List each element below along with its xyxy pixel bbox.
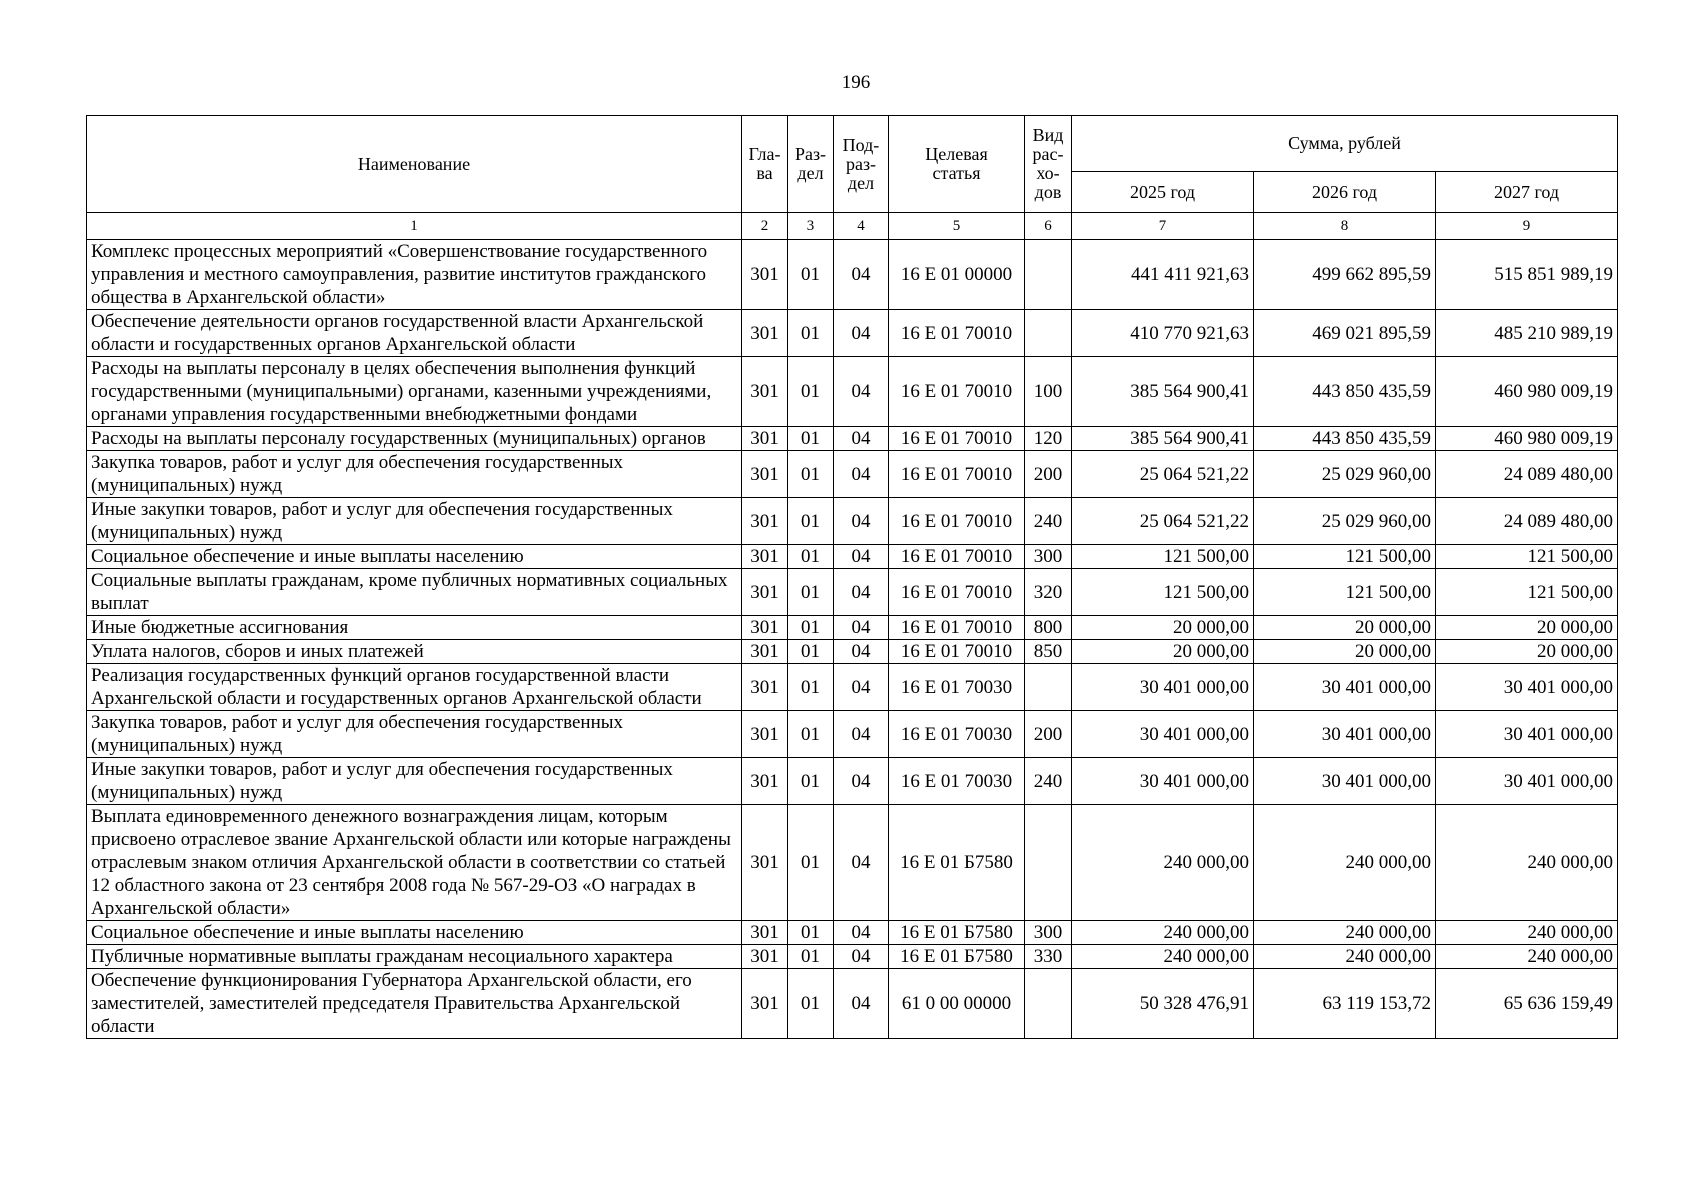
row-amount-2027-cell: 20 000,00 [1436, 616, 1618, 640]
row-podrazdel-cell: 04 [834, 616, 889, 640]
row-amount-2026-cell: 30 401 000,00 [1254, 758, 1436, 805]
row-amount-2025-cell: 410 770 921,63 [1072, 310, 1254, 357]
row-vid-cell: 800 [1025, 616, 1072, 640]
row-amount-2025-cell: 30 401 000,00 [1072, 758, 1254, 805]
row-razdel-cell: 01 [788, 969, 834, 1039]
column-number: 1 [87, 213, 742, 240]
header-sum: Сумма, рублей [1072, 116, 1618, 172]
table-row [87, 310, 1618, 357]
row-amount-2027-cell: 30 401 000,00 [1436, 664, 1618, 711]
table-row [87, 427, 1618, 451]
row-target-cell: 16 Е 01 Б7580 [889, 805, 1025, 921]
row-target-cell: 16 Е 01 70010 [889, 451, 1025, 498]
column-number: 8 [1254, 213, 1436, 240]
row-amount-2025-cell: 25 064 521,22 [1072, 498, 1254, 545]
row-razdel-cell: 01 [788, 640, 834, 664]
row-glava-cell: 301 [742, 498, 788, 545]
row-glava-cell: 301 [742, 240, 788, 310]
row-target-cell: 16 Е 01 70030 [889, 711, 1025, 758]
row-vid-cell: 240 [1025, 498, 1072, 545]
table-row [87, 357, 1618, 427]
header-glava: Гла- ва [742, 116, 788, 213]
row-razdel-cell: 01 [788, 945, 834, 969]
row-razdel-cell: 01 [788, 921, 834, 945]
row-podrazdel-cell: 04 [834, 569, 889, 616]
row-name-cell: Обеспечение деятельности органов государственной власти Архангельской области и государственных органов Архангельской области [87, 310, 742, 357]
row-amount-2026-cell: 443 850 435,59 [1254, 427, 1436, 451]
row-amount-2026-cell: 499 662 895,59 [1254, 240, 1436, 310]
table-row [87, 498, 1618, 545]
table-row [87, 640, 1618, 664]
row-amount-2025-cell: 240 000,00 [1072, 945, 1254, 969]
row-vid-cell: 100 [1025, 357, 1072, 427]
column-number: 7 [1072, 213, 1254, 240]
row-amount-2027-cell: 460 980 009,19 [1436, 427, 1618, 451]
row-target-cell: 16 Е 01 70010 [889, 616, 1025, 640]
row-amount-2026-cell: 121 500,00 [1254, 545, 1436, 569]
row-vid-cell: 850 [1025, 640, 1072, 664]
row-name-cell: Уплата налогов, сборов и иных платежей [87, 640, 742, 664]
row-amount-2026-cell: 469 021 895,59 [1254, 310, 1436, 357]
table-row [87, 969, 1618, 1039]
row-razdel-cell: 01 [788, 310, 834, 357]
row-amount-2026-cell: 25 029 960,00 [1254, 498, 1436, 545]
row-amount-2027-cell: 30 401 000,00 [1436, 711, 1618, 758]
row-razdel-cell: 01 [788, 545, 834, 569]
column-number: 9 [1436, 213, 1618, 240]
row-target-cell: 16 Е 01 70010 [889, 357, 1025, 427]
table-header [87, 116, 1618, 240]
row-amount-2025-cell: 240 000,00 [1072, 921, 1254, 945]
row-vid-cell: 300 [1025, 921, 1072, 945]
row-amount-2026-cell: 20 000,00 [1254, 640, 1436, 664]
row-amount-2027-cell: 485 210 989,19 [1436, 310, 1618, 357]
row-amount-2026-cell: 121 500,00 [1254, 569, 1436, 616]
table-row [87, 451, 1618, 498]
row-glava-cell: 301 [742, 805, 788, 921]
row-glava-cell: 301 [742, 711, 788, 758]
page-number: 196 [841, 72, 871, 93]
row-name-cell: Иные закупки товаров, работ и услуг для обеспечения государственных (муниципальных) нужд [87, 758, 742, 805]
row-amount-2026-cell: 240 000,00 [1254, 921, 1436, 945]
row-vid-cell [1025, 240, 1072, 310]
row-amount-2025-cell: 385 564 900,41 [1072, 427, 1254, 451]
table-body [87, 240, 1618, 1039]
row-glava-cell: 301 [742, 427, 788, 451]
row-name-cell: Выплата единовременного денежного вознаграждения лицам, которым присвоено отраслевое звание Архангельской области или которые награждены отраслевым знаком отличия Архангельской области в соответствии со статьей 12 областного закона от 23 сентября 2008 года № 567-29-ОЗ «О наградах в Архангельской области» [87, 805, 742, 921]
row-amount-2026-cell: 30 401 000,00 [1254, 664, 1436, 711]
row-vid-cell [1025, 805, 1072, 921]
row-glava-cell: 301 [742, 569, 788, 616]
row-podrazdel-cell: 04 [834, 240, 889, 310]
row-glava-cell: 301 [742, 310, 788, 357]
row-name-cell: Расходы на выплаты персоналу в целях обеспечения выполнения функций государственными (муниципальными) органами, казенными учреждениями, органами управления государственными внебюджетными фондами [87, 357, 742, 427]
row-target-cell: 16 Е 01 Б7580 [889, 945, 1025, 969]
row-target-cell: 16 Е 01 00000 [889, 240, 1025, 310]
row-vid-cell: 300 [1025, 545, 1072, 569]
row-razdel-cell: 01 [788, 498, 834, 545]
row-target-cell: 16 Е 01 Б7580 [889, 921, 1025, 945]
row-glava-cell: 301 [742, 640, 788, 664]
row-razdel-cell: 01 [788, 664, 834, 711]
header-podrazdel: Под- раз- дел [834, 116, 889, 213]
row-razdel-cell: 01 [788, 451, 834, 498]
row-podrazdel-cell: 04 [834, 711, 889, 758]
row-amount-2026-cell: 63 119 153,72 [1254, 969, 1436, 1039]
row-name-cell: Расходы на выплаты персоналу государственных (муниципальных) органов [87, 427, 742, 451]
row-amount-2025-cell: 121 500,00 [1072, 545, 1254, 569]
row-razdel-cell: 01 [788, 805, 834, 921]
row-amount-2027-cell: 121 500,00 [1436, 569, 1618, 616]
row-amount-2025-cell: 385 564 900,41 [1072, 357, 1254, 427]
row-podrazdel-cell: 04 [834, 310, 889, 357]
row-name-cell: Закупка товаров, работ и услуг для обеспечения государственных (муниципальных) нужд [87, 711, 742, 758]
row-vid-cell: 320 [1025, 569, 1072, 616]
row-podrazdel-cell: 04 [834, 545, 889, 569]
row-target-cell: 16 Е 01 70010 [889, 569, 1025, 616]
row-name-cell: Социальные выплаты гражданам, кроме публичных нормативных социальных выплат [87, 569, 742, 616]
row-name-cell: Социальное обеспечение и иные выплаты населению [87, 921, 742, 945]
row-amount-2027-cell: 240 000,00 [1436, 921, 1618, 945]
table-row [87, 569, 1618, 616]
row-target-cell: 16 Е 01 70010 [889, 310, 1025, 357]
row-amount-2027-cell: 30 401 000,00 [1436, 758, 1618, 805]
row-amount-2027-cell: 20 000,00 [1436, 640, 1618, 664]
row-amount-2027-cell: 24 089 480,00 [1436, 451, 1618, 498]
row-amount-2027-cell: 240 000,00 [1436, 945, 1618, 969]
table-row [87, 805, 1618, 921]
header-year-2026: 2026 год [1254, 172, 1436, 213]
row-amount-2025-cell: 240 000,00 [1072, 805, 1254, 921]
row-podrazdel-cell: 04 [834, 427, 889, 451]
table-row [87, 545, 1618, 569]
row-name-cell: Иные бюджетные ассигнования [87, 616, 742, 640]
row-vid-cell: 240 [1025, 758, 1072, 805]
row-podrazdel-cell: 04 [834, 969, 889, 1039]
row-podrazdel-cell: 04 [834, 498, 889, 545]
row-target-cell: 16 Е 01 70010 [889, 545, 1025, 569]
row-glava-cell: 301 [742, 545, 788, 569]
row-amount-2025-cell: 20 000,00 [1072, 640, 1254, 664]
column-number: 3 [788, 213, 834, 240]
row-glava-cell: 301 [742, 616, 788, 640]
row-amount-2027-cell: 65 636 159,49 [1436, 969, 1618, 1039]
table-row [87, 240, 1618, 310]
table-row [87, 758, 1618, 805]
row-name-cell: Публичные нормативные выплаты гражданам несоциального характера [87, 945, 742, 969]
row-podrazdel-cell: 04 [834, 945, 889, 969]
column-numbers-row [87, 213, 1618, 240]
row-amount-2027-cell: 240 000,00 [1436, 805, 1618, 921]
row-vid-cell: 200 [1025, 711, 1072, 758]
row-podrazdel-cell: 04 [834, 451, 889, 498]
column-number: 6 [1025, 213, 1072, 240]
row-name-cell: Реализация государственных функций органов государственной власти Архангельской области и государственных органов Архангельской области [87, 664, 742, 711]
table-row [87, 945, 1618, 969]
row-razdel-cell: 01 [788, 240, 834, 310]
row-target-cell: 16 Е 01 70030 [889, 758, 1025, 805]
row-vid-cell: 120 [1025, 427, 1072, 451]
row-podrazdel-cell: 04 [834, 640, 889, 664]
row-target-cell: 16 Е 01 70010 [889, 427, 1025, 451]
header-year-2025: 2025 год [1072, 172, 1254, 213]
row-amount-2025-cell: 25 064 521,22 [1072, 451, 1254, 498]
row-target-cell: 61 0 00 00000 [889, 969, 1025, 1039]
column-number: 5 [889, 213, 1025, 240]
header-year-2027: 2027 год [1436, 172, 1618, 213]
row-amount-2026-cell: 443 850 435,59 [1254, 357, 1436, 427]
row-razdel-cell: 01 [788, 357, 834, 427]
row-glava-cell: 301 [742, 451, 788, 498]
table-row [87, 921, 1618, 945]
column-number: 2 [742, 213, 788, 240]
row-podrazdel-cell: 04 [834, 921, 889, 945]
row-amount-2026-cell: 30 401 000,00 [1254, 711, 1436, 758]
row-glava-cell: 301 [742, 945, 788, 969]
row-amount-2025-cell: 121 500,00 [1072, 569, 1254, 616]
row-razdel-cell: 01 [788, 569, 834, 616]
row-glava-cell: 301 [742, 758, 788, 805]
row-amount-2026-cell: 240 000,00 [1254, 805, 1436, 921]
row-amount-2027-cell: 515 851 989,19 [1436, 240, 1618, 310]
table-row [87, 711, 1618, 758]
row-podrazdel-cell: 04 [834, 805, 889, 921]
row-glava-cell: 301 [742, 921, 788, 945]
row-vid-cell [1025, 969, 1072, 1039]
row-amount-2027-cell: 24 089 480,00 [1436, 498, 1618, 545]
row-name-cell: Закупка товаров, работ и услуг для обеспечения государственных (муниципальных) нужд [87, 451, 742, 498]
row-glava-cell: 301 [742, 664, 788, 711]
row-vid-cell [1025, 310, 1072, 357]
row-target-cell: 16 Е 01 70010 [889, 498, 1025, 545]
row-name-cell: Иные закупки товаров, работ и услуг для обеспечения государственных (муниципальных) нужд [87, 498, 742, 545]
row-vid-cell: 330 [1025, 945, 1072, 969]
row-amount-2025-cell: 50 328 476,91 [1072, 969, 1254, 1039]
row-amount-2025-cell: 441 411 921,63 [1072, 240, 1254, 310]
row-name-cell: Социальное обеспечение и иные выплаты населению [87, 545, 742, 569]
row-amount-2025-cell: 30 401 000,00 [1072, 664, 1254, 711]
budget-table [86, 115, 1618, 1039]
row-amount-2027-cell: 460 980 009,19 [1436, 357, 1618, 427]
table-row [87, 664, 1618, 711]
row-razdel-cell: 01 [788, 711, 834, 758]
row-podrazdel-cell: 04 [834, 357, 889, 427]
row-target-cell: 16 Е 01 70030 [889, 664, 1025, 711]
row-podrazdel-cell: 04 [834, 758, 889, 805]
table-row [87, 616, 1618, 640]
row-razdel-cell: 01 [788, 427, 834, 451]
row-glava-cell: 301 [742, 357, 788, 427]
row-amount-2027-cell: 121 500,00 [1436, 545, 1618, 569]
column-number: 4 [834, 213, 889, 240]
header-name: Наименование [87, 116, 742, 213]
row-podrazdel-cell: 04 [834, 664, 889, 711]
row-razdel-cell: 01 [788, 616, 834, 640]
row-name-cell: Обеспечение функционирования Губернатора Архангельской области, его заместителей, заместителей председателя Правительства Архангельской области [87, 969, 742, 1039]
row-glava-cell: 301 [742, 969, 788, 1039]
header-razdel: Раз- дел [788, 116, 834, 213]
row-amount-2025-cell: 20 000,00 [1072, 616, 1254, 640]
row-amount-2025-cell: 30 401 000,00 [1072, 711, 1254, 758]
row-amount-2026-cell: 25 029 960,00 [1254, 451, 1436, 498]
row-amount-2026-cell: 240 000,00 [1254, 945, 1436, 969]
row-razdel-cell: 01 [788, 758, 834, 805]
row-vid-cell: 200 [1025, 451, 1072, 498]
header-vid: Вид рас- хо- дов [1025, 116, 1072, 213]
header-target: Целевая статья [889, 116, 1025, 213]
header-row [87, 116, 1618, 172]
row-name-cell: Комплекс процессных мероприятий «Совершенствование государственного управления и местного самоуправления, развитие институтов гражданского общества в Архангельской области» [87, 240, 742, 310]
row-amount-2026-cell: 20 000,00 [1254, 616, 1436, 640]
row-vid-cell [1025, 664, 1072, 711]
row-target-cell: 16 Е 01 70010 [889, 640, 1025, 664]
